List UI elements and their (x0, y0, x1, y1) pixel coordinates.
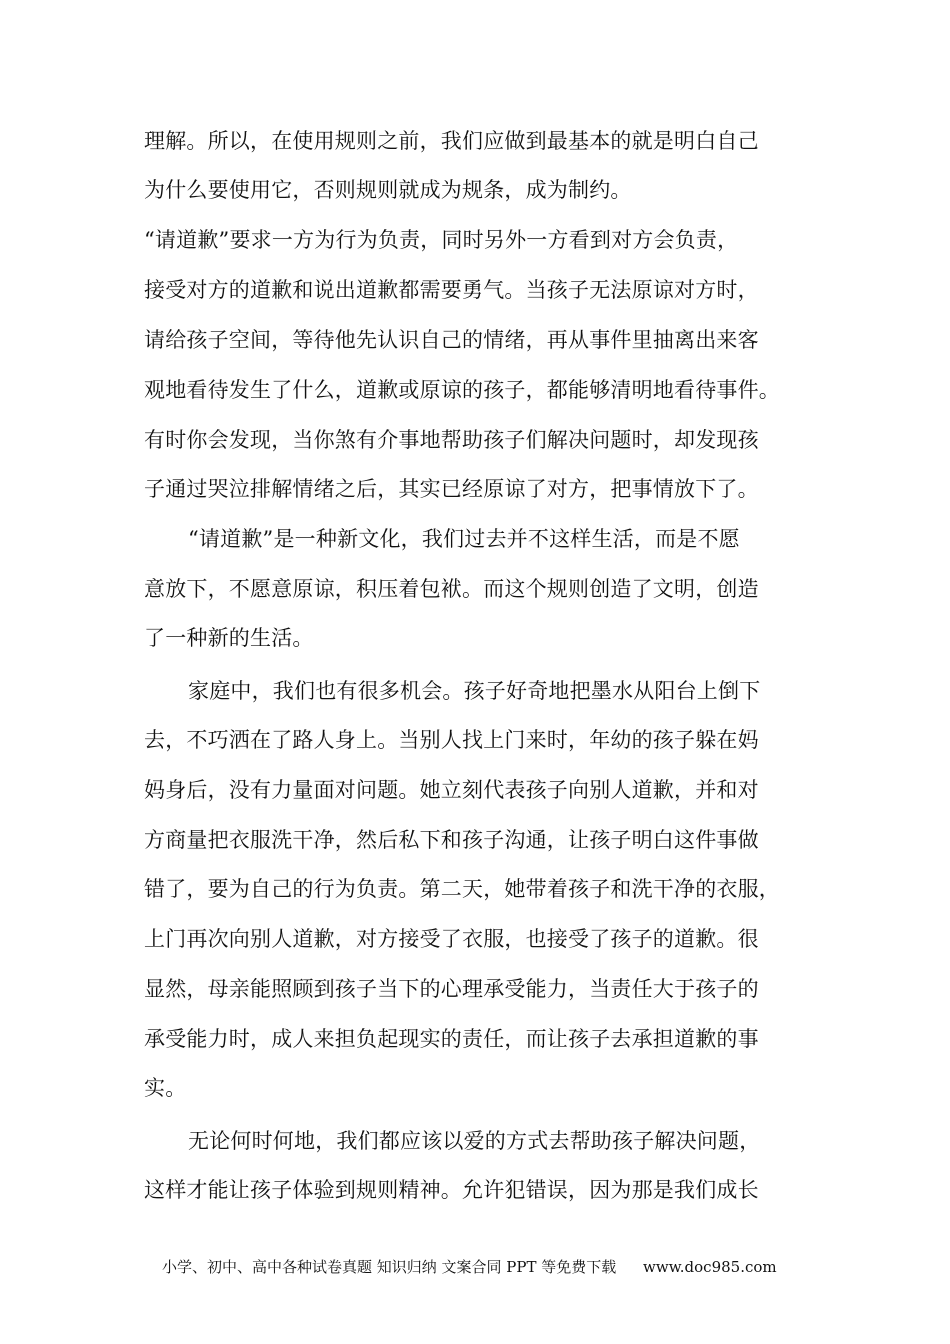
footer (162, 1256, 777, 1278)
text-line-6: 观地看待发生了什么，道歉或原谅的孩子，都能够清明地看待事件。 (144, 378, 780, 402)
text-line-1: 理解。所以，在使用规则之前，我们应做到最基本的就是明白自己 (144, 129, 759, 153)
text-line-9: “请道歉”是一种新文化，我们过去并不这样生活，而是不愿 (188, 527, 740, 551)
text-line-22: 这样才能让孩子体验到规则精神。允许犯错误，因为那是我们成长 (144, 1178, 759, 1202)
text-line-13: 去，不巧洒在了路人身上。当别人找上门来时，年幼的孩子躲在妈 (144, 728, 759, 752)
text-line-20: 实。 (144, 1076, 187, 1100)
text-line-5: 请给孩子空间，等待他先认识自己的情绪，再从事件里抽离出来客 (144, 328, 759, 352)
text-line-4: 接受对方的道歉和说出道歉都需要勇气。当孩子无法原谅对方时， (144, 278, 759, 302)
footer-site-link[interactable]: www.doc985.com (643, 1258, 777, 1276)
text-line-10: 意放下，不愿意原谅，积压着包袱。而这个规则创造了文明，创造 (144, 577, 759, 601)
text-line-16: 错了，要为自己的行为负责。第二天，她带着孩子和洗干净的衣服， (144, 877, 780, 901)
text-line-3: “请道歉”要求一方为行为负责，同时另外一方看到对方会负责， (144, 228, 739, 252)
text-line-19: 承受能力时，成人来担负起现实的责任，而让孩子去承担道歉的事 (144, 1027, 759, 1051)
text-line-11: 了一种新的生活。 (144, 626, 314, 650)
text-line-14: 妈身后，没有力量面对问题。她立刻代表孩子向别人道歉，并和对 (144, 778, 759, 802)
text-line-12: 家庭中，我们也有很多机会。孩子好奇地把墨水从阳台上倒下 (188, 679, 761, 703)
footer-text: 小学、初中、高中各种试卷真题 知识归纳 文案合同 PPT 等免费下载 (162, 1258, 617, 1276)
text-line-8: 子通过哭泣排解情绪之后，其实已经原谅了对方，把事情放下了。 (144, 477, 759, 501)
text-line-15: 方商量把衣服洗干净，然后私下和孩子沟通，让孩子明白这件事做 (144, 828, 759, 852)
text-line-17: 上门再次向别人道歉，对方接受了衣服，也接受了孩子的道歉。很 (144, 927, 759, 951)
text-line-7: 有时你会发现，当你煞有介事地帮助孩子们解决问题时，却发现孩 (144, 428, 759, 452)
text-line-21: 无论何时何地，我们都应该以爱的方式去帮助孩子解决问题， (188, 1129, 761, 1153)
text-line-18: 显然，母亲能照顾到孩子当下的心理承受能力，当责任大于孩子的 (144, 977, 759, 1001)
text-line-2: 为什么要使用它，否则规则就成为规条，成为制约。 (144, 178, 632, 202)
